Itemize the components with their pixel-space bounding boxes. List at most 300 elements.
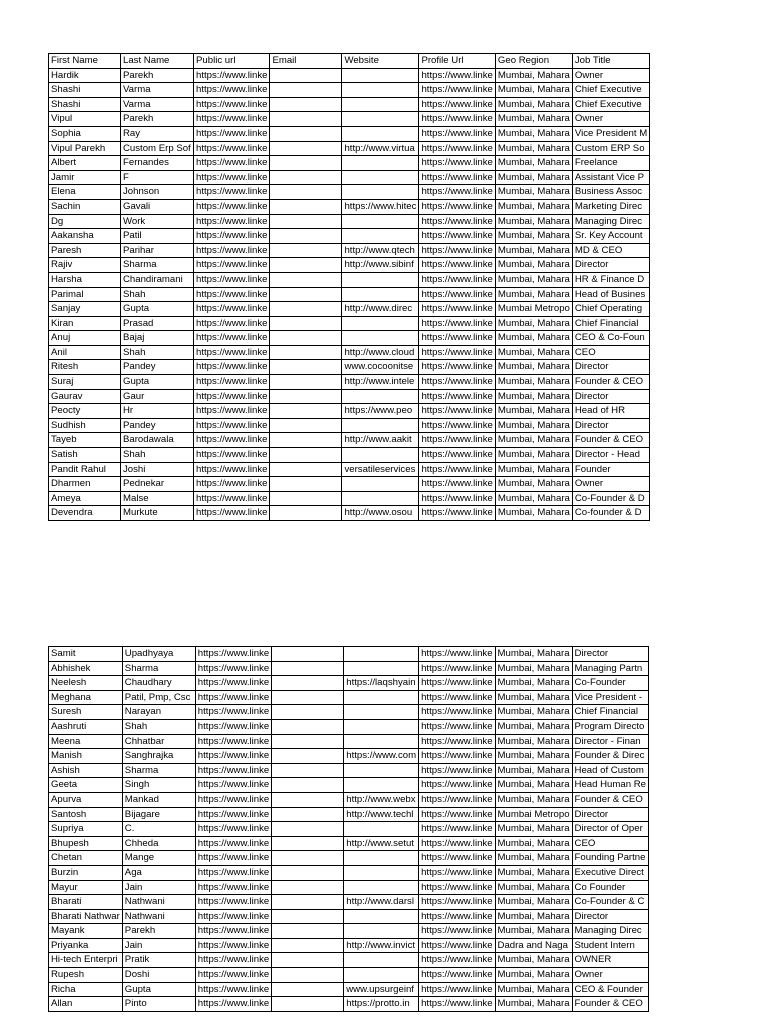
table-cell [344,865,419,880]
table-cell: Bajaj [121,331,194,346]
table-cell: https://www.linke [194,185,270,200]
table-cell: https://www.linke [195,705,271,720]
table-cell: Pandey [121,360,194,375]
table-cell: Marketing Direc [572,199,649,214]
table-cell: Dadra and Naga [495,938,572,953]
table-row [49,258,650,273]
table-cell: Apurva [49,792,123,807]
table-cell: Geeta [49,778,123,793]
table-row [49,360,650,375]
table-cell: Owner [572,68,649,83]
table-cell: https://www.linke [194,389,270,404]
table-row [49,676,649,691]
table-row [49,734,649,749]
table-cell: Mange [122,851,195,866]
table-cell: https://www.linke [194,477,270,492]
table-cell: https://www.linke [419,880,495,895]
table-cell: https://www.linke [194,462,270,477]
table-cell [270,448,342,463]
table-cell [342,126,419,141]
table-cell: https://www.linke [419,982,495,997]
table-cell: Narayan [122,705,195,720]
table-cell: http://www.intele [342,375,419,390]
table-cell: Mumbai, Mahara [495,375,572,390]
table-row [49,647,649,662]
table-cell [272,734,344,749]
table-cell: https://www.linke [419,661,495,676]
table-cell [272,676,344,691]
table-cell: https://www.linke [194,360,270,375]
table-cell: Peocty [49,404,121,419]
table-cell: MD & CEO [572,243,649,258]
table-row [49,433,650,448]
table-cell: https://www.linke [195,661,271,676]
table-cell: Chandiramani [121,272,194,287]
table-cell [344,719,419,734]
table-cell: Mumbai, Mahara [495,462,572,477]
table-cell: Mumbai, Mahara [495,360,572,375]
table-cell: https://www.linke [195,690,271,705]
table-row [49,375,650,390]
table-cell: Chief Operating [572,302,649,317]
table-cell: Pandit Rahul [49,462,121,477]
table-cell [272,895,344,910]
table-cell: Shah [121,287,194,302]
table-cell: https://www.linke [419,676,495,691]
table-cell: https://www.linke [195,851,271,866]
table-cell: http://www.techl [344,807,419,822]
table-cell: Mumbai, Mahara [495,141,572,156]
table-cell: Mumbai, Mahara [495,506,572,521]
table-cell: http://www.qtech [342,243,419,258]
table-cell: Mumbai, Mahara [495,836,572,851]
table-cell [270,156,342,171]
table-cell: Founder & CEO [572,792,648,807]
table-cell [270,68,342,83]
table-cell: Shah [122,719,195,734]
table-cell: Owner [572,477,649,492]
table-cell: Mumbai, Mahara [495,272,572,287]
table-cell: http://www.setut [344,836,419,851]
table-cell: CEO [572,345,649,360]
table-cell [342,331,419,346]
table-cell [344,851,419,866]
table-cell: https://www.linke [419,895,495,910]
table-cell: http://www.cloud [342,345,419,360]
table-cell: Head Human Re [572,778,648,793]
table-cell: https://www.linke [195,924,271,939]
table-cell: http://www.direc [342,302,419,317]
table-cell [272,851,344,866]
table-row [49,156,650,171]
table-cell: Anuj [49,331,121,346]
table-cell: https://www.linke [419,433,495,448]
table-cell: Rupesh [49,968,123,983]
table-cell: Mumbai, Mahara [495,880,572,895]
table-cell: Mumbai, Mahara [495,345,572,360]
table-cell: https://www.linke [195,938,271,953]
table-row [49,491,650,506]
table-cell: Mumbai, Mahara [495,170,572,185]
table-cell: Founder & CEO [572,433,649,448]
table-cell: https://www.linke [194,97,270,112]
table-cell [342,418,419,433]
table-row [49,462,650,477]
table-cell: Mumbai, Mahara [495,749,572,764]
table-cell: Co-Founder [572,676,648,691]
table-cell: Shashi [49,97,121,112]
table-cell: Albert [49,156,121,171]
table-cell [270,491,342,506]
table-cell [270,243,342,258]
table-cell: Ameya [49,491,121,506]
table-cell: https://www.linke [419,506,495,521]
table-cell: Pednekar [121,477,194,492]
table-row [49,690,649,705]
table-row [49,982,649,997]
table-cell: https://www.linke [419,199,495,214]
table-cell: Managing Direc [572,214,649,229]
table-cell: Head of Busines [572,287,649,302]
table-cell: Chaudhary [122,676,195,691]
table-cell: https://www.linke [195,982,271,997]
table-cell [270,506,342,521]
table-cell: Mumbai, Mahara [495,404,572,419]
table-cell: https://www.linke [419,68,495,83]
table-cell: https://www.linke [194,83,270,98]
table-cell: Mumbai, Mahara [495,851,572,866]
table-cell [344,953,419,968]
table-row [49,170,650,185]
table-row [49,865,649,880]
table-cell: Prasad [121,316,194,331]
table-row [49,506,650,521]
table-cell: https://www.linke [419,316,495,331]
table-cell: Founder & Direc [572,749,648,764]
table-cell: Founding Partne [572,851,648,866]
table-cell: https://www.linke [419,97,495,112]
table-cell: https://www.linke [419,836,495,851]
table-cell: Chief Financial [572,316,649,331]
table-cell: Mumbai, Mahara [495,909,572,924]
table-cell: Bharati [49,895,123,910]
table-cell [270,345,342,360]
table-cell [270,112,342,127]
header-cell: Profile Url [419,54,495,69]
table-cell [270,331,342,346]
table-cell: Mumbai, Mahara [495,418,572,433]
table-cell: CEO & Founder [572,982,648,997]
table-row [49,243,650,258]
table-cell: Chetan [49,851,123,866]
table-cell: Devendra [49,506,121,521]
table-cell: Shah [121,448,194,463]
table-cell: https://www.linke [194,229,270,244]
table-cell: https://www.linke [419,763,495,778]
table-cell: https://www.linke [419,778,495,793]
table-cell [272,938,344,953]
table-cell: https://www.linke [419,909,495,924]
table-cell: Elena [49,185,121,200]
table-cell: https://www.linke [194,287,270,302]
table-cell: Aashruti [49,719,123,734]
table-cell: https://www.linke [195,997,271,1012]
table-cell: Pratik [122,953,195,968]
table-cell: Mumbai, Mahara [495,997,572,1012]
table-cell: https://www.linke [419,345,495,360]
table-cell [272,661,344,676]
table-cell: https://www.linke [195,953,271,968]
table-cell: http://www.sibinf [342,258,419,273]
table-row [49,272,650,287]
table-cell: Founder & CEO [572,375,649,390]
table-cell: https://www.linke [194,68,270,83]
table-cell: Joshi [121,462,194,477]
table-cell: https://www.linke [195,647,271,662]
table-cell: Co Founder [572,880,648,895]
table-cell: Nathwani [122,895,195,910]
table-row [49,68,650,83]
table-cell: Paresh [49,243,121,258]
table-cell: https://www.com [344,749,419,764]
header-cell: Job Title [572,54,649,69]
table-cell: C. [122,822,195,837]
table-cell: Mumbai, Mahara [495,389,572,404]
table-cell: Parihar [121,243,194,258]
table-row [49,287,650,302]
table-cell: http://www.darsl [344,895,419,910]
table-cell: Director [572,360,649,375]
table-cell: Mumbai, Mahara [495,924,572,939]
table-cell: https://www.linke [195,719,271,734]
table-row [49,705,649,720]
table-cell: Priyanka [49,938,123,953]
table-cell [270,170,342,185]
table-cell: Mumbai, Mahara [495,331,572,346]
table-cell: Manish [49,749,123,764]
table-cell [270,287,342,302]
table-cell: http://www.aakit [342,433,419,448]
table-cell: https://www.linke [194,375,270,390]
table-cell: CEO [572,836,648,851]
table-cell: Owner [572,968,648,983]
table-cell: Mumbai, Mahara [495,199,572,214]
table-cell: Patil [121,229,194,244]
table-cell: Sanghrajka [122,749,195,764]
table-cell: Mumbai, Mahara [495,156,572,171]
table-cell: https://www.linke [195,895,271,910]
table-cell [344,778,419,793]
table-cell [344,661,419,676]
table-cell: https://www.linke [419,404,495,419]
table-cell: Bhupesh [49,836,123,851]
table-cell: https://www.linke [419,865,495,880]
table-cell [342,214,419,229]
table-cell: Mumbai, Mahara [495,112,572,127]
table-cell: https://www.linke [419,302,495,317]
table-cell: https://www.linke [419,389,495,404]
table-cell [270,199,342,214]
table-cell: https://www.linke [195,676,271,691]
table-cell: Mumbai, Mahara [495,792,572,807]
table-cell [344,880,419,895]
table-cell: https://www.linke [419,705,495,720]
table-cell: Jain [122,880,195,895]
header-cell: Geo Region [495,54,572,69]
table-cell: https://www.linke [419,112,495,127]
table-cell: Satish [49,448,121,463]
table-cell: https://www.linke [419,360,495,375]
table-cell: Samit [49,647,123,662]
table-cell: https://laqshyain [344,676,419,691]
table-cell [342,448,419,463]
table-cell [342,229,419,244]
table-row [49,880,649,895]
table-cell: Mumbai Metropo [495,302,572,317]
table-cell: https://www.linke [195,909,271,924]
table-cell: Hr [121,404,194,419]
table-cell: Varma [121,83,194,98]
table-cell: Upadhyaya [122,647,195,662]
table-cell: https://www.linke [195,836,271,851]
table-cell [270,462,342,477]
table-cell: Bijagare [122,807,195,822]
table-cell: Program Directo [572,719,648,734]
table-cell [344,690,419,705]
table-cell [272,909,344,924]
table-cell: Sharma [122,661,195,676]
table-row [49,909,649,924]
table-cell [270,433,342,448]
table-cell: https://www.linke [195,822,271,837]
table-cell: https://www.linke [419,477,495,492]
table-cell: Santosh [49,807,123,822]
table-cell: https://www.linke [419,331,495,346]
table-row [49,778,649,793]
table-cell [272,647,344,662]
table-cell: Mumbai, Mahara [495,126,572,141]
table-cell: Mumbai, Mahara [495,822,572,837]
table-cell: https://www.linke [194,418,270,433]
table-cell: Pinto [122,997,195,1012]
table-cell [342,83,419,98]
table-cell: Work [121,214,194,229]
table-cell: https://www.linke [194,141,270,156]
table-cell: Mumbai, Mahara [495,243,572,258]
table-cell: https://www.linke [419,243,495,258]
table-row [49,389,650,404]
table-cell: Vipul [49,112,121,127]
table-cell: Owner [572,112,649,127]
table-row [49,968,649,983]
table-cell [344,734,419,749]
table-cell: Jamir [49,170,121,185]
table-cell [272,953,344,968]
table-cell: https://www.linke [419,647,495,662]
table-cell: Director [572,909,648,924]
table-cell: Doshi [122,968,195,983]
table-cell [270,185,342,200]
table-cell: Mumbai, Mahara [495,214,572,229]
table-cell: Sr. Key Account [572,229,649,244]
table-cell [272,997,344,1012]
table-cell: https://www.linke [419,749,495,764]
table-cell: Custom Erp Sof [121,141,194,156]
table-row [49,214,650,229]
table-cell: Hi-tech Enterpri [49,953,123,968]
table-row [49,851,649,866]
table-cell: https://protto.in [344,997,419,1012]
table-cell: https://www.linke [194,316,270,331]
table-cell [342,389,419,404]
table-cell: Mumbai, Mahara [495,719,572,734]
table-cell: OWNER [572,953,648,968]
table-cell [270,214,342,229]
table-cell [342,477,419,492]
table-row [49,126,650,141]
table-cell: Richa [49,982,123,997]
table-cell: Director [572,258,649,273]
header-cell: Email [270,54,342,69]
table-cell: Suresh [49,705,123,720]
table-cell: Mumbai, Mahara [495,287,572,302]
table-cell: https://www.linke [194,214,270,229]
table-cell [342,272,419,287]
table-row [49,792,649,807]
table-row [49,661,649,676]
table-row [49,229,650,244]
table-cell [270,126,342,141]
table-cell: Sophia [49,126,121,141]
table-cell [344,763,419,778]
table-cell [272,792,344,807]
table-cell: Rajiv [49,258,121,273]
table-cell: https://www.linke [419,719,495,734]
table-cell: Anil [49,345,121,360]
table-cell: https://www.linke [419,792,495,807]
table-cell: https://www.linke [419,156,495,171]
table-cell: Abhishek [49,661,123,676]
table-cell [342,97,419,112]
table-cell [270,229,342,244]
table-cell: Co-founder & D [572,506,649,521]
table-row [49,822,649,837]
table-cell: Mumbai, Mahara [495,491,572,506]
table-row [49,749,649,764]
table-cell [272,705,344,720]
table-row [49,331,650,346]
table-cell: Mumbai, Mahara [495,982,572,997]
table-cell: Jain [122,938,195,953]
table-cell: Mumbai, Mahara [495,661,572,676]
table-cell: Kiran [49,316,121,331]
table-cell [344,647,419,662]
table-cell: Sharma [122,763,195,778]
table-cell: Chief Executive [572,97,649,112]
table-row [49,953,649,968]
table-cell [342,287,419,302]
table-cell: https://www.linke [195,778,271,793]
table-cell: Sanjay [49,302,121,317]
table-cell: Mankad [122,792,195,807]
table-cell [272,968,344,983]
table-cell: Executive Direct [572,865,648,880]
table-cell [270,97,342,112]
table-cell: https://www.peo [342,404,419,419]
table-row [49,404,650,419]
table-cell: https://www.linke [195,807,271,822]
table-cell [342,156,419,171]
